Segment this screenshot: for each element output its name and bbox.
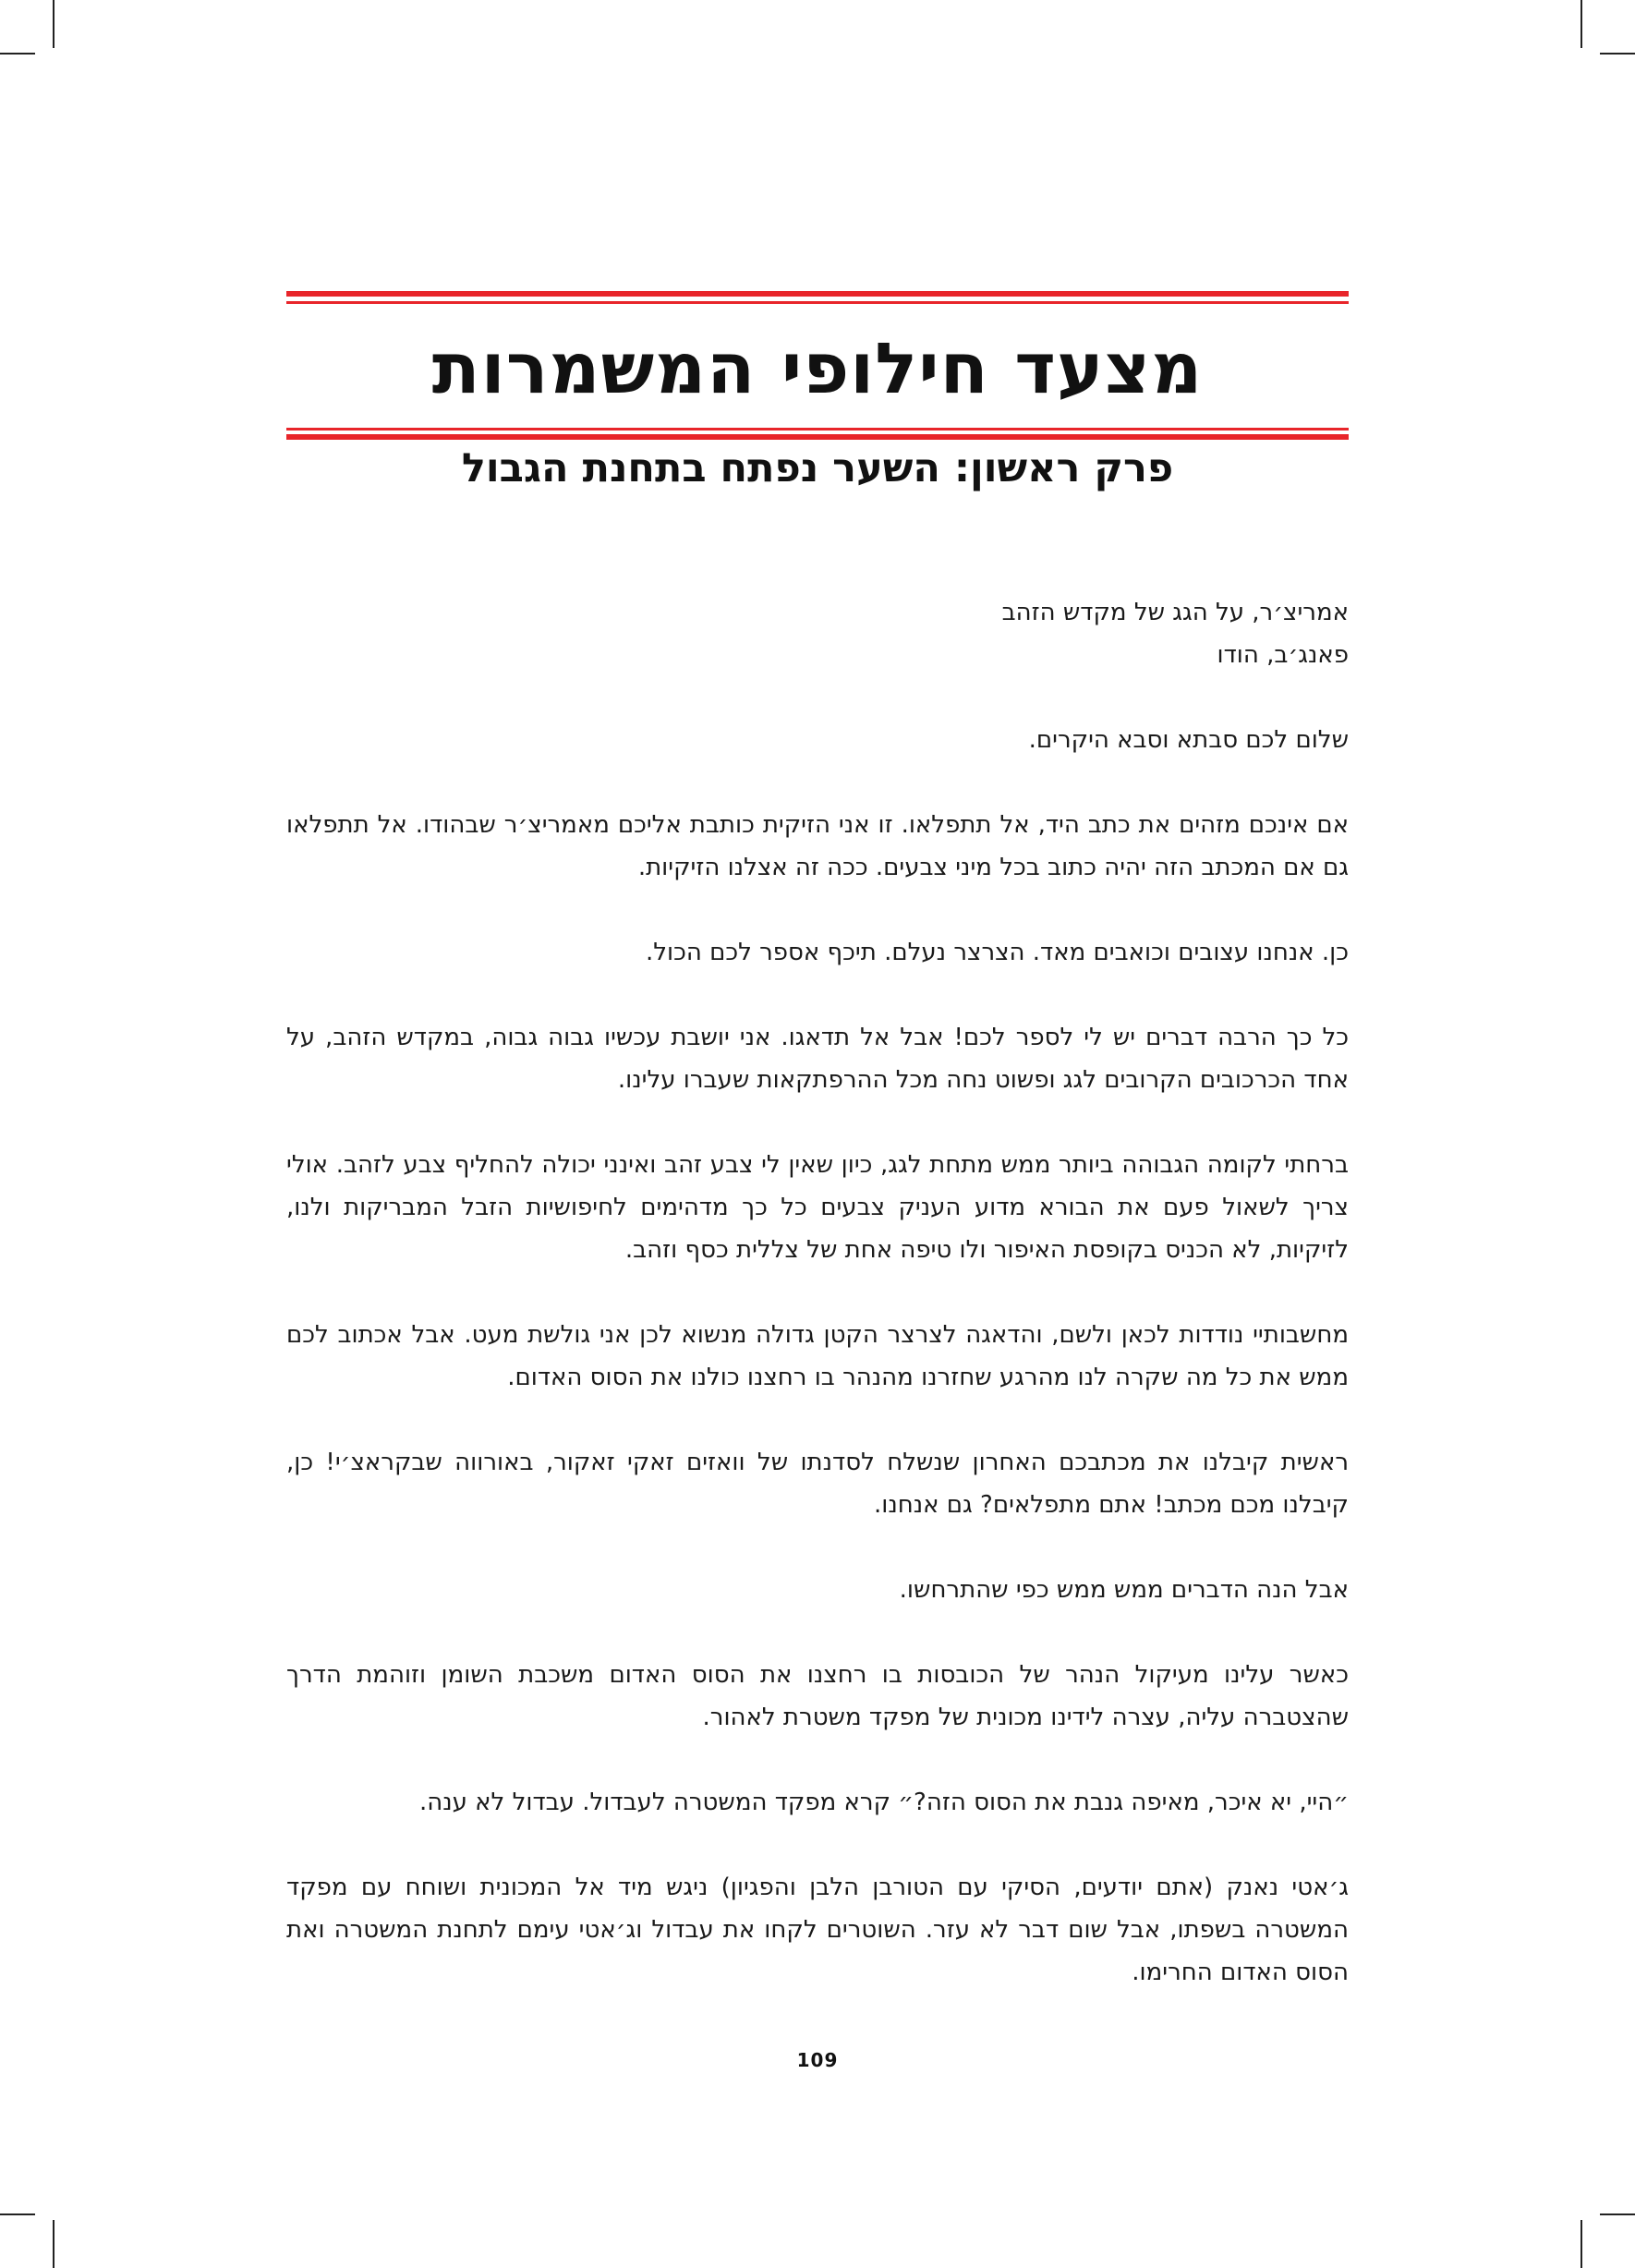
letter-paragraph: שלום לכם סבתא וסבא היקרים. — [1028, 726, 1349, 754]
letter-paragraph: ברחתי לקומה הגבוהה ביותר ממש מתחת לגג, כיון שאין לי צבע זהב ואינני יכולה להחליף צבע לזהב. אולי צריך לשאול פעם את הבורא מדוע העניק צבעים כל כך מדהימים לחיפושיות הזבל המבריקות ולנו, לזיקיות, לא הכניס בקופסת האיפור ולו טיפה אחת של צללית כסף וזהב. — [286, 1151, 1349, 1264]
letter-paragraph: אבל הנה הדברים ממש ממש כפי שהתרחשו. — [899, 1576, 1349, 1604]
page-number: 109 — [796, 2049, 839, 2071]
letter-paragraph: ראשית קיבלנו את מכתבכם האחרון שנשלח לסדנתו של וואזים זאקי זאקור, באורווה שבקראצ׳י! כן, קיבלנו מכם מכתב! אתם מתפלאים? גם אנחנו. — [286, 1449, 1349, 1519]
crop-mark-top-right-horizontal — [1600, 53, 1635, 55]
letter-body — [286, 591, 1349, 2036]
chapter-title: פרק ראשון: השער נפתח בתחנת הגבול — [461, 445, 1174, 491]
letter-location-line-2: פאנג׳ב, הודו — [1217, 641, 1349, 669]
letter-paragraph: כאשר עלינו מעיקול הנהר של הכובסות בו רחצנו את הסוס האדום משכבת השומן וזוהמת הדרך שהצטברה עליה, עצרה לידינו מכונית של מפקד משטרת לאהור. — [286, 1661, 1349, 1731]
letter-paragraph: ג׳אטי נאנק (אתם יודעים, הסיקי עם הטורבן הלבן והפגיון) ניגש מיד אל המכונית ושוחח עם מפקד המשטרה בשפתו, אבל שום דבר לא עזר. השוטרים לקחו את עבדול וג׳אטי עימם לתחנת המשטרה ואת הסוס האדום החרימו. — [286, 1874, 1349, 1986]
crop-mark-bottom-right-horizontal — [1600, 2213, 1635, 2215]
letter-paragraph: אם אינכם מזהים את כתב היד, אל תתפלאו. זו אני הזיקית כותבת אליכם מאמריצ׳ר שבהודו. אל תתפלאו גם אם המכתב הזה יהיה כתוב בכל מיני צבעים. ככה זה אצלנו הזיקיות. — [286, 811, 1349, 881]
title-bottom-rule — [286, 428, 1349, 443]
crop-mark-top-left-vertical — [53, 0, 54, 48]
crop-mark-bottom-left-horizontal — [0, 2213, 35, 2215]
letter-location-line-1: אמריצ׳ר, על הגג של מקדש הזהב — [1001, 599, 1349, 626]
crop-mark-top-left-horizontal — [0, 53, 35, 55]
letter-paragraph: מחשבותיי נודדות לכאן ולשם, והדאגה לצרצר הקטן גדולה מנשוא לכן אני גולשת מעט. אבל אכתוב לכם ממש את כל מה שקרה לנו מהרגע שחזרנו מהנהר בו רחצנו כולנו את הסוס האדום. — [286, 1321, 1349, 1391]
letter-paragraph: ״היי, יא איכר, מאיפה גנבת את הסוס הזה?״ קרא מפקד המשטרה לעבדול. עבדול לא ענה. — [418, 1789, 1349, 1816]
title-top-rule — [286, 291, 1349, 306]
letter-paragraph: כן. אנחנו עצובים וכואבים מאד. הצרצר נעלם. תיכף אספר לכם הכול. — [645, 939, 1349, 966]
book-title: מצעד חילופי המשמרות — [431, 327, 1204, 409]
crop-mark-bottom-right-vertical — [1580, 2220, 1582, 2268]
letter-paragraph: כל כך הרבה דברים יש לי לספר לכם! אבל אל תדאגו. אני יושבת עכשיו גבוה גבוה, במקדש הזהב, על אחד הכרכובים הקרובים לגג ופשוט נחה מכל ההרפתקאות שעברו עלינו. — [286, 1024, 1349, 1094]
crop-mark-bottom-left-vertical — [53, 2220, 54, 2268]
book-title-block — [286, 291, 1349, 443]
crop-mark-top-right-vertical — [1580, 0, 1582, 48]
